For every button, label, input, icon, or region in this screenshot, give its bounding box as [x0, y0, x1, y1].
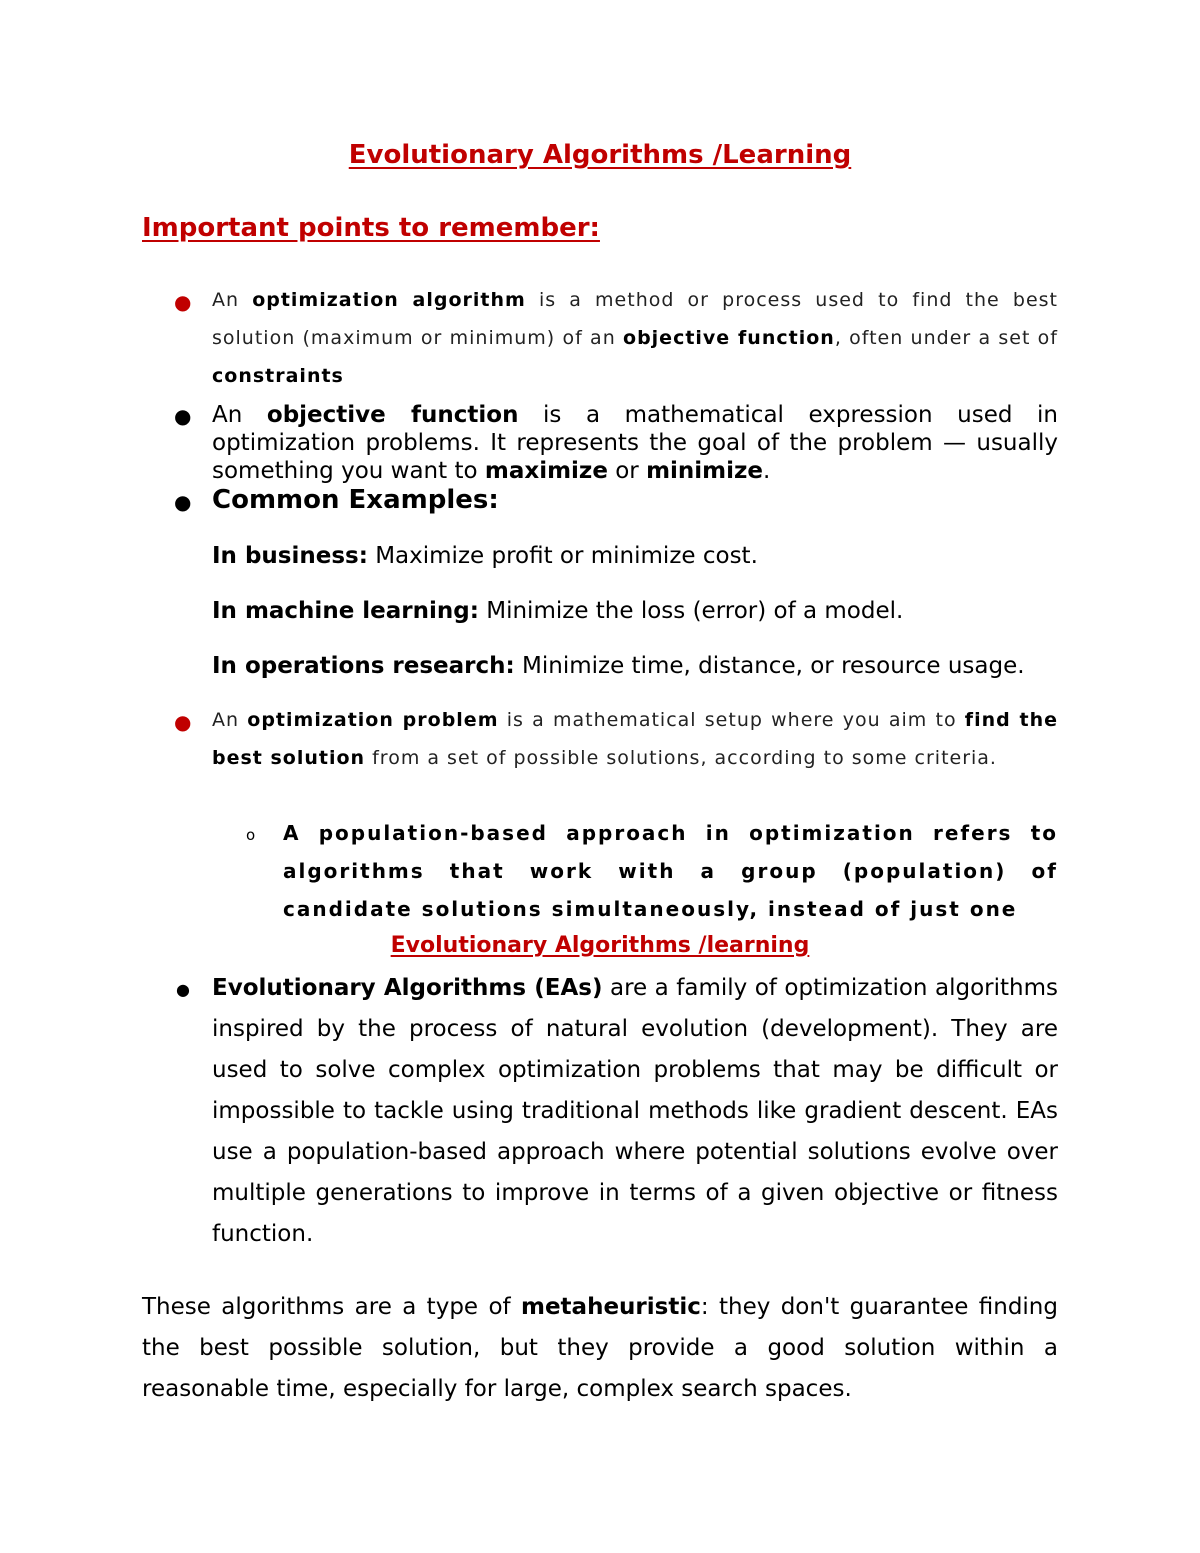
- metaheuristic-paragraph: [142, 1287, 1058, 1410]
- bullet-objective-function: [212, 401, 1058, 485]
- bold-term: find the best solution: [212, 709, 1058, 769]
- bold-term: optimization problem: [247, 709, 499, 731]
- example-operations-research: [212, 652, 1058, 680]
- text: are a family of optimization algorithms inspired by the process of natural evolution (development). They are used to solve complex optimization problems that may be difficult or impossible to tackle using traditional methods like gradient descent. EAs use a population-based approach where potential solutions evolve over multiple generations to improve in terms of a given objective or fitness function.: [212, 975, 1058, 1247]
- example-text: Minimize the loss (error) of a model.: [478, 598, 904, 624]
- text: is a mathematical expression used in optimization problems. It represents the goal of the problem — usually something you want to: [212, 402, 1058, 484]
- example-label: In operations research:: [212, 653, 515, 679]
- bullet-optimization-algorithm: [212, 281, 1058, 395]
- sub-bullet-population-approach: A population-based approach in optimization refers to algorithms that work with a group (population) of candidate solutions simultaneously, instead of just one: [283, 821, 1058, 921]
- bold-term: objective function: [623, 327, 835, 349]
- sub-bullet-circle: o: [246, 826, 256, 844]
- bold-term: objective function: [266, 402, 519, 428]
- text: These algorithms are a type of: [142, 1294, 521, 1320]
- bold-term: minimize: [646, 458, 764, 484]
- example-label: In business:: [212, 543, 368, 569]
- text: An: [212, 402, 267, 428]
- bullet-evolutionary-algorithms: [212, 968, 1058, 1255]
- text: is a method or process used to find the best solution (maximum or minimum) of an: [212, 289, 1058, 349]
- bullet-dot-red: ●: [174, 290, 192, 314]
- bullet-dot: ●: [174, 490, 192, 514]
- bullet-dot: ●: [174, 404, 192, 428]
- page-title: Evolutionary Algorithms /Learning: [348, 140, 852, 170]
- text: , often under a set of: [834, 327, 1058, 349]
- example-text: Minimize time, distance, or resource usage.: [514, 653, 1025, 679]
- subheading: Important points to remember:: [142, 213, 600, 243]
- text: or: [607, 458, 647, 484]
- text: An: [212, 709, 248, 731]
- text: : they don't guarantee finding the best possible solution, but they provide a good solution within a reasonable time, especially for large, complex search spaces.: [142, 1294, 1058, 1402]
- text: .: [763, 458, 771, 484]
- bullet-optimization-problem: [212, 701, 1058, 777]
- text: An: [212, 289, 253, 311]
- bullet-dot: ●: [176, 980, 190, 999]
- example-text: Maximize profit or minimize cost.: [367, 543, 758, 569]
- bold-term: optimization algorithm: [252, 289, 526, 311]
- example-business: [212, 542, 1058, 570]
- text: from a set of possible solutions, according to some criteria.: [365, 747, 997, 769]
- bold-term: Evolutionary Algorithms (EAs): [212, 975, 603, 1001]
- section-title: Evolutionary Algorithms /learning: [390, 933, 810, 958]
- bold-term: constraints: [212, 365, 344, 387]
- bullet-dot-red: ●: [174, 710, 192, 734]
- example-machine-learning: [212, 597, 1058, 625]
- example-label: In machine learning:: [212, 598, 479, 624]
- common-examples-heading: Common Examples:: [212, 485, 499, 515]
- text: is a mathematical setup where you aim to: [498, 709, 965, 731]
- bold-term: maximize: [484, 458, 608, 484]
- bold-term: metaheuristic: [520, 1294, 701, 1320]
